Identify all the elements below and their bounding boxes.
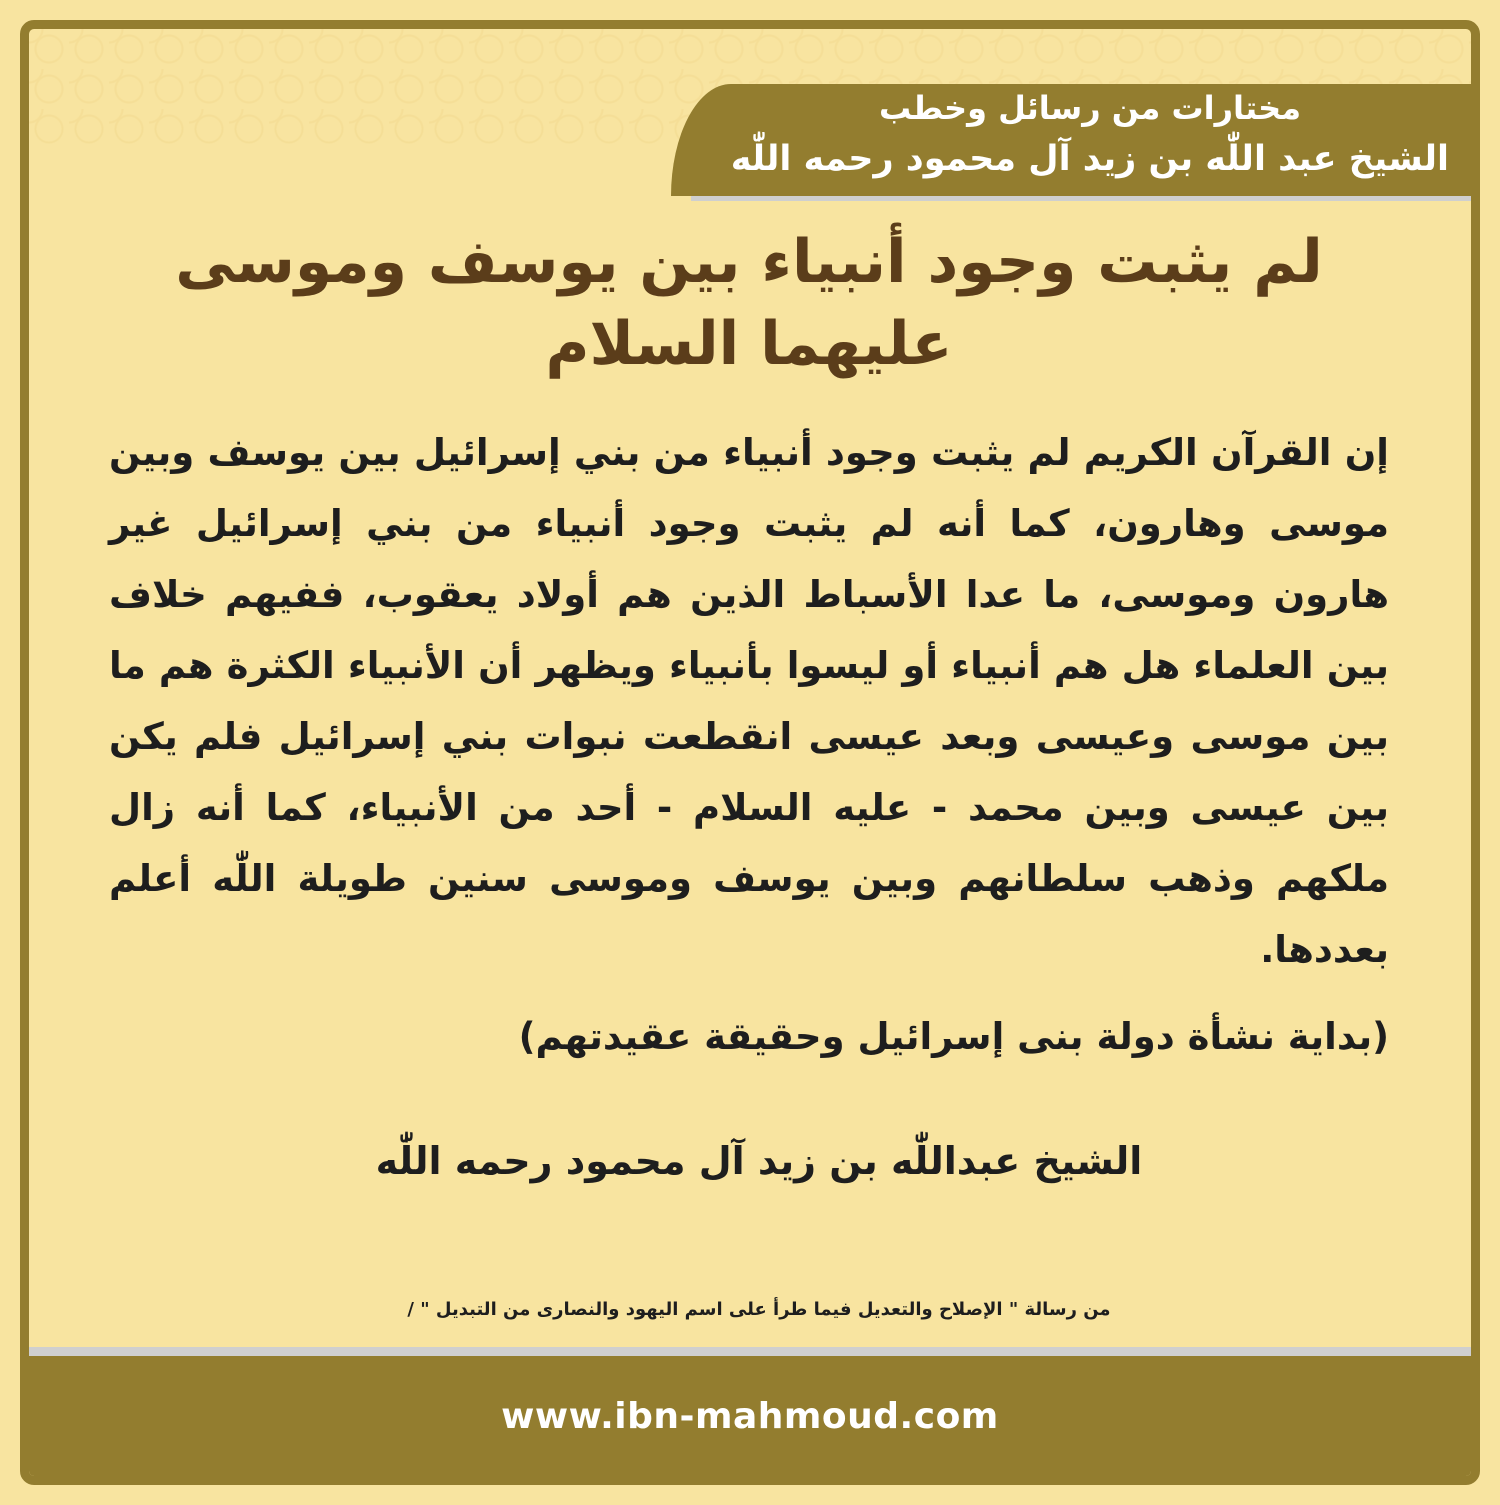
website-url: www.ibn-mahmoud.com bbox=[501, 1396, 999, 1437]
footer-bar bbox=[29, 1356, 1471, 1485]
author-signature: الشيخ عبداللّٰه بن زيد آل محمود رحمه اللّٰه bbox=[375, 1139, 1143, 1183]
header-series-title: مختارات من رسائل وخطب bbox=[878, 89, 1301, 127]
card-frame bbox=[20, 20, 1480, 1485]
header-author: الشيخ عبد اللّٰه بن زيد آل محمود رحمه اللّٰه bbox=[730, 139, 1449, 179]
page-title: لم يثبت وجود أنبياء بين يوسف وموسى عليهما السلام bbox=[175, 227, 1323, 379]
body-text: إن القرآن الكريم لم يثبت وجود أنبياء من بني إسرائيل بين يوسف وبين موسى وهارون، كما أنه لم يثبت وجود أنبياء من بني إسرائيل غير هارون وموسى، ما عدا الأسباط الذين هم أولاد يعقوب، ففيهم خلاف بين العلماء هل هم أنبياء أو ليسوا بأنبياء ويظهر أن الأنبياء الكثرة هم ما بين موسى وعيسى وبعد عيسى انقطعت نبوات بني إسرائيل فلم يكن بين عيسى وبين محمد - عليه السلام - أحد من الأنبياء، كما أنه زال ملكهم وذهب سلطانهم وبين يوسف وموسى سنين طويلة اللّٰه أعلم بعددها. bbox=[109, 431, 1389, 971]
header-divider bbox=[691, 196, 1471, 201]
footnote: من رسالة " الإصلاح والتعديل فيما طرأ على اسم اليهود والنصارى من التبديل " / bbox=[407, 1299, 1111, 1320]
footer-divider bbox=[29, 1347, 1471, 1356]
source-reference: (بداية نشأة دولة بنى إسرائيل وحقيقة عقيدتهم) bbox=[518, 1015, 1389, 1058]
